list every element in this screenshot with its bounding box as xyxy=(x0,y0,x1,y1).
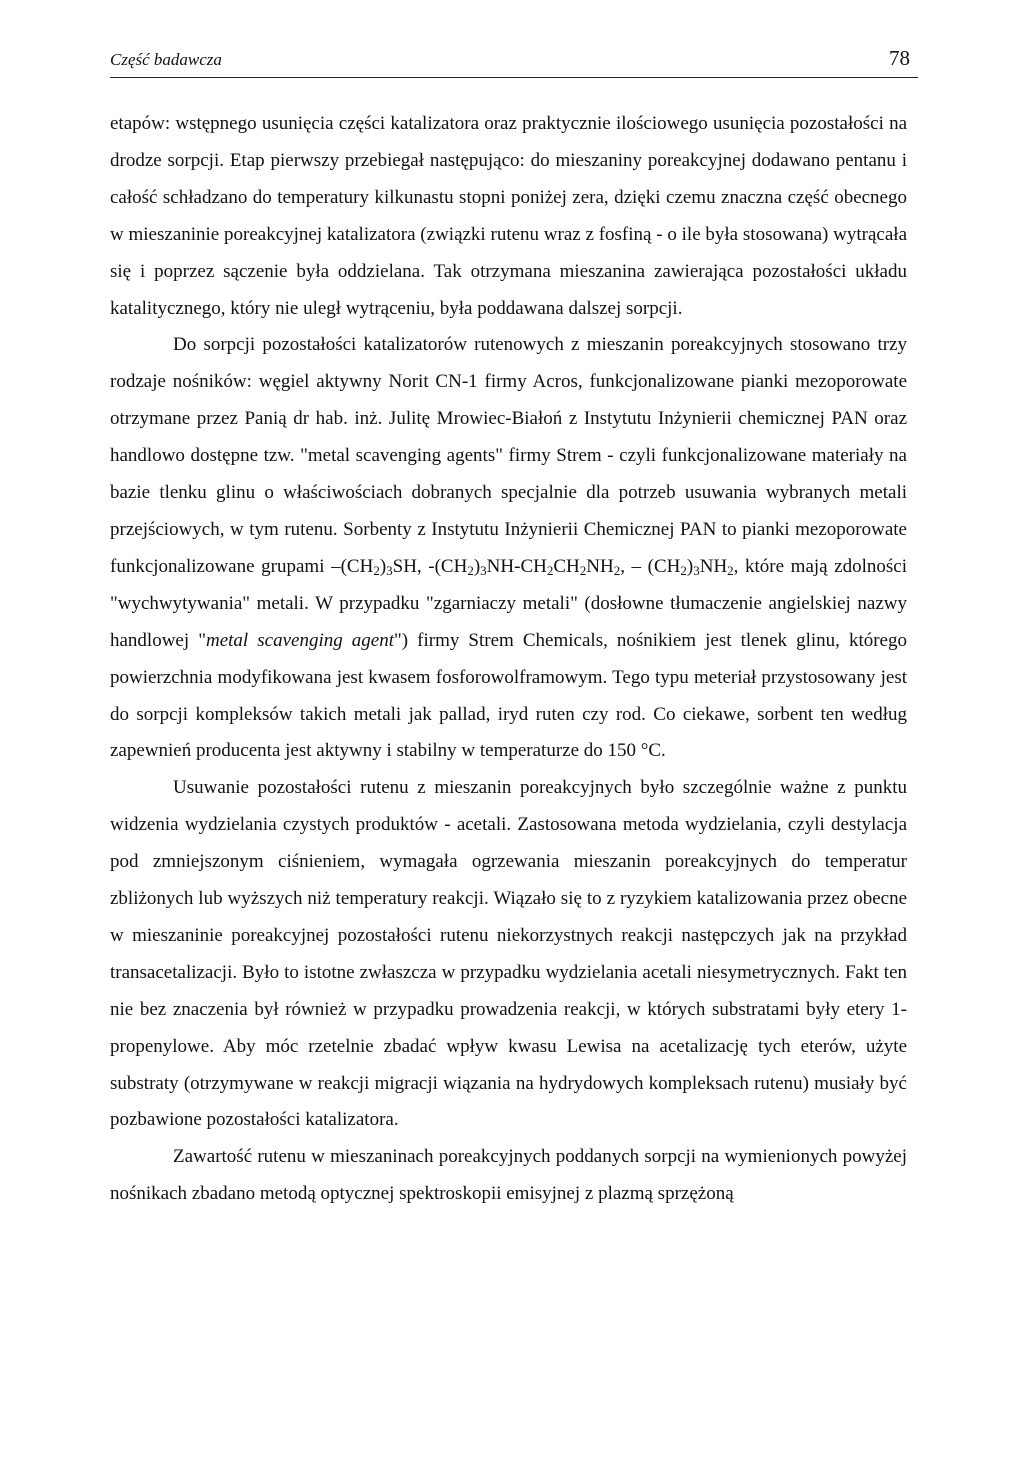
paragraph-2 xyxy=(110,327,907,770)
paragraph-2-text-b: , które mają zdolności "wychwytywania" metali. W przypadku "zgarniaczy metali" (dosłowne tłumaczenie angielskiej nazwy handlowej " xyxy=(110,555,908,651)
paragraph-2-text-c: ") firmy Strem Chemicals, nośnikiem jest tlenek glinu, którego powierzchnia modyfikowana jest kwasem fosforowolframowym. Tego typu meteriał przystosowany jest do sorpcji kompleksów takich metali jak pallad, iryd ruten czy rod. Co ciekawe, sorbent ten według zapewnień producenta jest aktywny i stabilny w temperaturze do 150 °C. xyxy=(110,629,907,762)
formula-amine-group: $(CH_2)_3NH_2$ xyxy=(647,555,734,578)
paragraph-2-text-a: Do sorpcji pozostałości katalizatorów rutenowych z mieszanin poreakcyjnych stosowano trzy rodzaje nośników: węgiel aktywny Norit CN-1 firmy Acros, funkcjonalizowane pianki mezoporowate otrzymane przez Panią dr hab. inż. Julitę Mrowiec-Białoń z Instytutu Inżynierii chemicznej PAN oraz handlowo dostępne tzw. "metal scavenging agents" firmy Strem - czyli funkcjonalizowane materiały na bazie tlenku glinu o właściwościach dobranych specjalnie dla potrzeb usuwania wybranych metali przejściowych, w tym rutenu. Sorbenty z Instytutu Inżynierii Chemicznej PAN to pianki mezoporowate funkcjonalizowane grupami xyxy=(110,334,907,577)
page-header xyxy=(110,46,914,80)
header-rule xyxy=(110,77,918,78)
formula-diamine-group: $-(CH_2)_3NH-CH_2CH_2NH_2$, – xyxy=(428,555,648,578)
paragraph-1: etapów: wstępnego usunięcia części katalizatora oraz praktycznie ilościowego usunięcia pozostałości na drodze sorpcji. Etap pierwszy przebiegał następująco: do mieszaniny poreakcyjnej dodawano pentanu i całość schładzano do temperatury kilkunastu stopni poniżej zera, dzięki czemu znaczna część obecnego w mieszaninie poreakcyjnej katalizatora (związki rutenu wraz z fosfiną - o ile była stosowana) wytrącała się i poprzez sączenie była oddzielana. Tak otrzymana mieszanina zawierająca pozostałości układu katalitycznego, który nie uległ wytrąceniu, była poddawana dalszej sorpcji. xyxy=(110,113,907,319)
paragraph-3: Usuwanie pozostałości rutenu z mieszanin poreakcyjnych było szczególnie ważne z punktu widzenia wydzielania czystych produktów - acetali. Zastosowana metoda wydzielania, czyli destylacja pod zmniejszonym ciśnieniem, wymagała ogrzewania mieszanin poreakcyjnych do temperatur zbliżonych lub wyższych niż temperatury reakcji. Wiązało się to z ryzykiem katalizowania przez obecne w mieszaninie poreakcyjnej pozostałości rutenu niekorzystnych reakcji następczych jak na przykład transacetalizacji. Było to istotne zwłaszcza w przypadku wydzielania acetali niesymetrycznych. Fakt ten nie bez znaczenia był również w przypadku prowadzenia reakcji, w których substratami były etery 1-propenylowe. Aby móc rzetelnie zbadać wpływ kwasu Lewisa na acetalizację tych eterów, użyte substraty (otrzymywane w reakcji migracji wiązania na hydrydowych kompleksach rutenu) musiały być pozbawione pozostałości katalizatora. xyxy=(110,777,907,1131)
formula-thiol-group: $-(CH_2)_3SH$, xyxy=(331,555,429,578)
italic-term: metal scavenging agent xyxy=(205,629,394,651)
section-title: Część badawcza xyxy=(110,50,222,69)
paragraph-4: Zawartość rutenu w mieszaninach poreakcyjnych poddanych sorpcji na wymienionych powyżej nośnikach zbadano metodą optycznej spektroskopii emisyjnej z plazmą sprzężoną xyxy=(110,1146,907,1205)
body-text xyxy=(110,106,907,1213)
page-number: 78 xyxy=(889,46,910,70)
